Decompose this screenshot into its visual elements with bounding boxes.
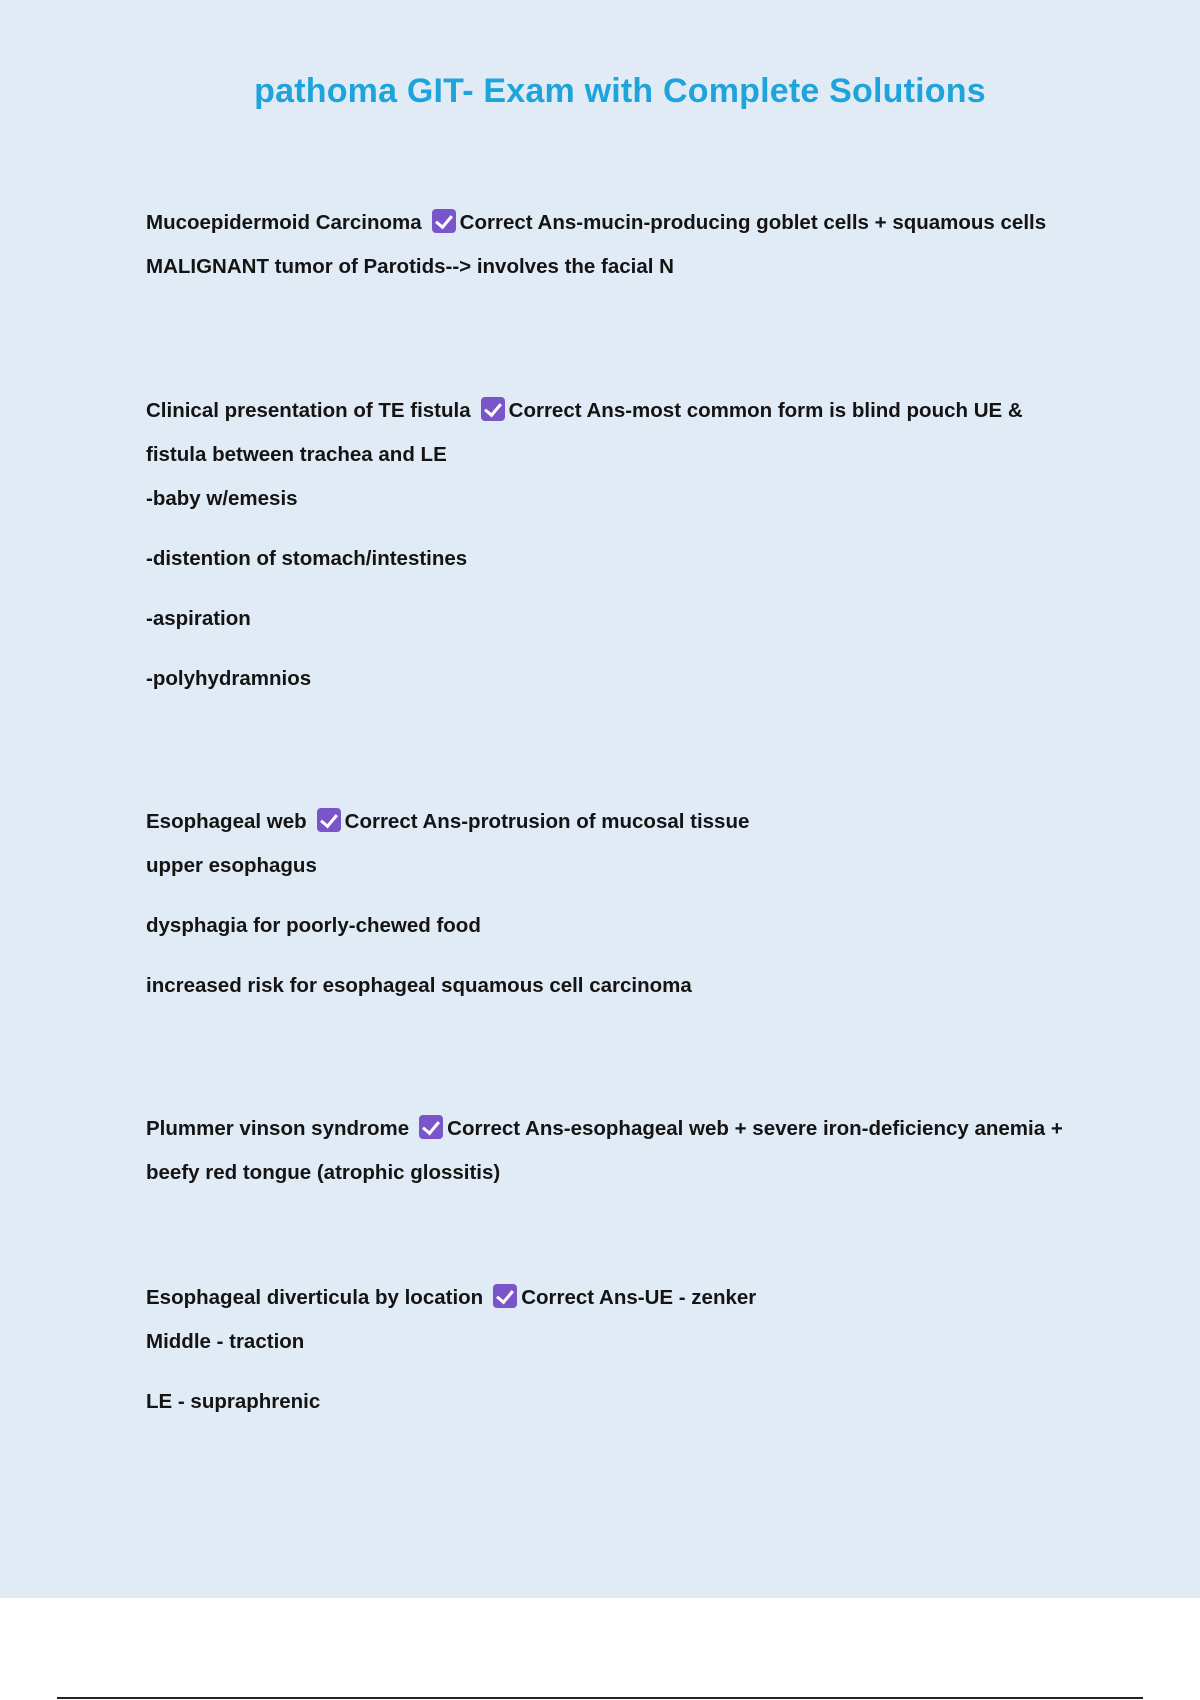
checkbox-checked-icon xyxy=(419,1115,443,1139)
checkbox-checked-icon xyxy=(432,209,456,233)
detail-line: -polyhydramnios xyxy=(146,667,312,690)
qa-item-esophageal-diverticula xyxy=(146,1276,1086,1424)
question-line xyxy=(146,201,1086,245)
answer-text: Correct Ans-mucin-producing goblet cells + squamous cells xyxy=(459,211,1047,234)
qa-item-plummer-vinson xyxy=(146,1107,1086,1195)
question-line xyxy=(146,1107,1086,1195)
detail-line: Middle - traction xyxy=(146,1330,305,1353)
qa-item-te-fistula xyxy=(146,389,1086,701)
answer-text: Correct Ans-esophageal web + severe iron-deficiency anemia + beefy red tongue (atrophic glossitis) xyxy=(146,1117,1063,1184)
checkbox-checked-icon xyxy=(317,808,341,832)
checkbox-checked-icon xyxy=(493,1284,517,1308)
question-line xyxy=(146,389,1086,477)
detail-line: -distention of stomach/intestines xyxy=(146,547,468,570)
question-text: Plummer vinson syndrome xyxy=(146,1117,410,1140)
question-text: Clinical presentation of TE fistula xyxy=(146,399,471,422)
checkbox-checked-icon xyxy=(481,397,505,421)
question-text: Esophageal diverticula by location xyxy=(146,1286,484,1309)
question-line xyxy=(146,1276,1086,1320)
detail-line: increased risk for esophageal squamous cell carcinoma xyxy=(146,974,692,997)
question-text: Mucoepidermoid Carcinoma xyxy=(146,211,422,234)
question-text: Esophageal web xyxy=(146,810,307,833)
document-title: pathoma GIT- Exam with Complete Solutions xyxy=(254,72,986,110)
detail-line: upper esophagus xyxy=(146,854,317,877)
answer-text: Correct Ans-protrusion of mucosal tissue xyxy=(344,810,750,833)
qa-item-esophageal-web xyxy=(146,800,1086,1008)
detail-line: dysphagia for poorly-chewed food xyxy=(146,914,481,937)
answer-text: Correct Ans-UE - zenker xyxy=(521,1286,757,1309)
qa-item-mucoepidermoid xyxy=(146,201,1086,289)
detail-line: LE - supraphrenic xyxy=(146,1390,321,1413)
detail-line: -baby w/emesis xyxy=(146,487,298,510)
answer-text: Correct Ans-most common form is blind pouch UE & fistula between trachea and LE xyxy=(146,399,1023,466)
footer-divider xyxy=(57,1697,1143,1699)
detail-line: MALIGNANT tumor of Parotids--> involves the facial N xyxy=(146,255,674,278)
detail-line: -aspiration xyxy=(146,607,251,630)
question-line xyxy=(146,800,1086,844)
